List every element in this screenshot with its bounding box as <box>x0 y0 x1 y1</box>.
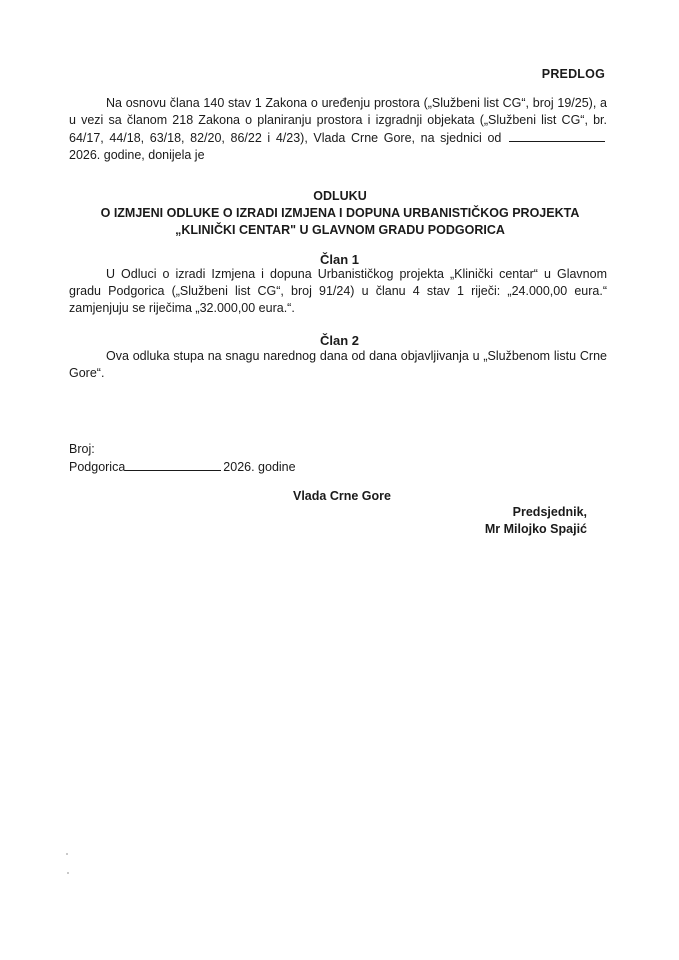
government-name: Vlada Crne Gore <box>293 489 391 503</box>
document-footer-reference <box>69 441 296 476</box>
proposal-label: PREDLOG <box>541 67 605 81</box>
article-1-heading: Član 1 <box>319 252 359 267</box>
number-label: Broj: <box>69 442 95 456</box>
scan-speck <box>66 853 68 855</box>
date-blank <box>125 458 221 471</box>
signature-block <box>485 504 587 538</box>
title-line-3: „KLINIČKI CENTAR" U GLAVNOM GRADU PODGORICA <box>175 223 505 237</box>
intro-text-after-blank: 2026. godine, donijela je <box>69 148 205 162</box>
signatory-title: Predsjednik, <box>512 505 587 519</box>
session-date-blank <box>509 129 605 142</box>
title-line-1: ODLUKU <box>313 189 367 203</box>
intro-paragraph <box>69 95 607 164</box>
place-date-line <box>69 458 296 476</box>
article-1-text: U Odluci o izradi Izmjena i dopuna Urbanističkog projekta „Klinički centar“ u Glavnom gradu Podgorica („Službeni list CG“, broj 91/24) u članu 4 stav 1 riječi: „24.000,00 eura.“ zamjenjuju se riječima „32.000,00 eura.“. <box>69 267 607 315</box>
date-suffix: 2026. godine <box>223 460 296 474</box>
intro-text-before-blank: Na osnovu člana 140 stav 1 Zakona o uređenju prostora („Službeni list CG“, broj 19/25), a u vezi sa članom 218 Zakona o planiranju prostora i izgradnji objekata („Službeni list CG“, br. 64/17, 44/18, 63/18, 82/20, 86/22 i 4/23), Vlada Crne Gore, na sjednici od <box>69 96 607 145</box>
decision-title <box>50 188 630 239</box>
scan-speck <box>67 872 69 874</box>
signatory-name: Mr Milojko Spajić <box>484 522 587 536</box>
place: Podgorica <box>69 460 126 474</box>
title-line-2: O IZMJENI ODLUKE O IZRADI IZMJENA I DOPUNA URBANISTIČKOG PROJEKTA <box>100 206 580 220</box>
article-2-text: Ova odluka stupa na snagu narednog dana od dana objavljivanja u „Službenom listu Crne Gore“. <box>69 349 607 380</box>
article-2-heading: Član 2 <box>319 333 359 348</box>
